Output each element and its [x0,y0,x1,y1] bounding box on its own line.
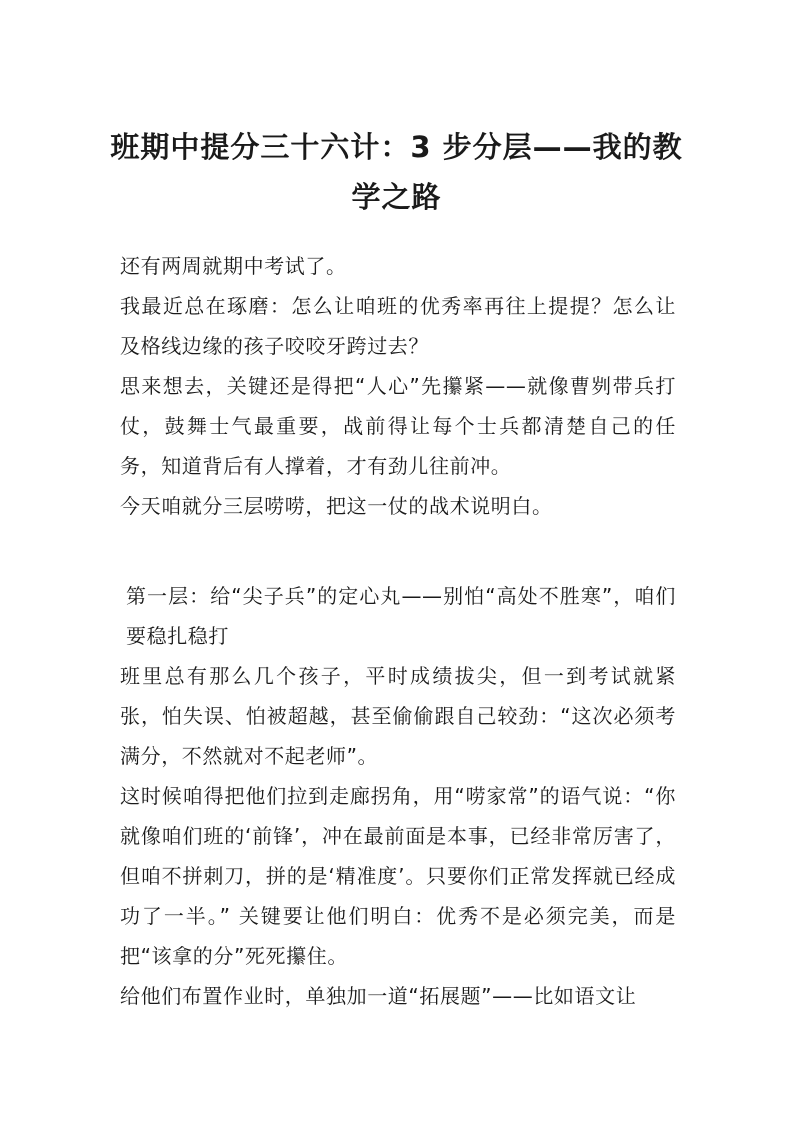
section-heading-1: 第一层：给“尖子兵”的定心丸——别怕“高处不胜寒”，咱们要稳扎稳打 [126,584,676,648]
intro-paragraph-2: 我最近总在琢磨：怎么让咱班的优秀率再往上提提？怎么让及格线边缘的孩子咬咬牙跨过去？ [120,294,676,358]
section1-paragraph-1: 班里总有那么几个孩子，平时成绩拔尖，但一到考试就紧张，怕失误、怕被超越，甚至偷偷跟自己较劲：“这次必须考满分，不然就对不起老师”。 [120,664,676,768]
intro-paragraph-4: 今天咱就分三层唠唠，把这一仗的战术说明白。 [120,494,553,518]
intro-paragraph-3: 思来想去，关键还是得把“人心”先攥紧——就像曹刿带兵打仗，鼓舞士气最重要，战前得让每个士兵都清楚自己的任务，知道背后有人撑着，才有劲儿往前冲。 [120,374,676,478]
document-title: 班期中提分三十六计：3 步分层——我的教学之路 [110,130,683,214]
section1-paragraph-3: 给他们布置作业时，单独加一道“拓展题”——比如语文让 [120,984,637,1008]
intro-paragraph-1: 还有两周就期中考试了。 [120,254,347,278]
section1-paragraph-2: 这时候咱得把他们拉到走廊拐角，用“唠家常”的语气说：“你就像咱们班的‘前锋’，冲在最前面是本事，已经非常厉害了，但咱不拼刺刀，拼的是‘精准度’。只要你们正常发挥就已经成功了一半。” 关键要让他们明白：优秀不是必须完美，而是把“该拿的分”死死攥住。 [120,784,676,968]
